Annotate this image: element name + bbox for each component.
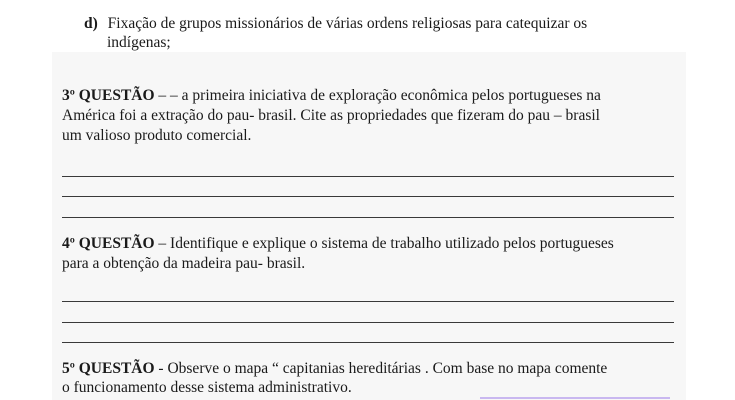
q5-line1 xyxy=(62,359,607,379)
q3-answer-line-1[interactable] xyxy=(62,176,674,177)
q4-line1 xyxy=(62,234,614,254)
q3-line3: um valioso produto comercial. xyxy=(62,127,252,144)
q4-line2: para a obtenção da madeira pau- brasil. xyxy=(62,255,306,272)
option-d-line2: indígenas; xyxy=(107,34,171,51)
q3-answer-line-3[interactable] xyxy=(62,217,674,218)
q5-prompt-part1: - Observe o mapa “ capitanias hereditárias . Com base no mapa comente xyxy=(154,360,608,377)
option-d-line1 xyxy=(84,14,587,34)
q3-title: 3º QUESTÃO xyxy=(62,87,155,104)
q5-title: 5º QUESTÃO xyxy=(62,360,155,377)
q4-answer-line-1[interactable] xyxy=(62,301,674,302)
option-d-letter: d) xyxy=(84,15,98,32)
q5-line2: o funcionamento desse sistema administrativo. xyxy=(62,379,352,396)
q4-prompt-part1: – Identifique e explique o sistema de trabalho utilizado pelos portugueses xyxy=(154,235,614,252)
option-d-text: Fixação de grupos missionários de várias ordens religiosas para catequizar os xyxy=(107,15,588,32)
q3-line1 xyxy=(62,86,601,106)
q3-answer-line-2[interactable] xyxy=(62,196,674,197)
q4-title: 4º QUESTÃO xyxy=(62,235,155,252)
q4-answer-line-3[interactable] xyxy=(62,342,674,343)
q3-prompt-part1: – – a primeira iniciativa de exploração econômica pelos portugueses na xyxy=(154,87,601,104)
q3-line2: América foi a extração do pau- brasil. Cite as propriedades que fizeram do pau – brasil xyxy=(62,107,600,124)
q4-answer-line-2[interactable] xyxy=(62,322,674,323)
highlight-mark xyxy=(480,397,670,399)
